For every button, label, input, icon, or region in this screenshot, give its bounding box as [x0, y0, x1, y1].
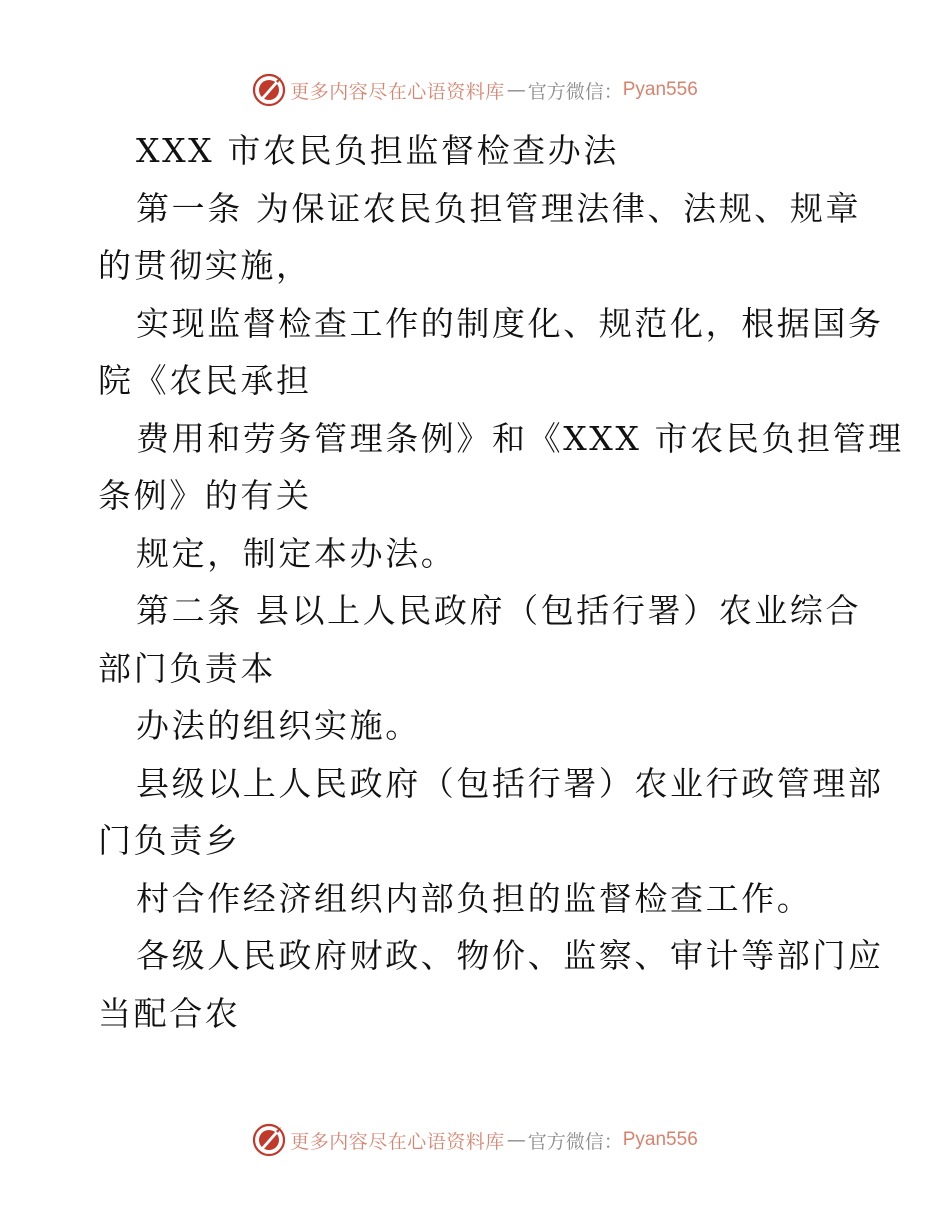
paragraph-line: 实现监督检查工作的制度化、规范化，根据国务 [136, 303, 884, 343]
paragraph-line: 门负责乡 [98, 821, 241, 860]
paragraph-line: 部门负责本 [98, 648, 276, 688]
paragraph-line: 费用和劳务管理条例》和《XXX 市农民负担管理 [136, 418, 904, 458]
paragraph-line: 各级人民政府财政、物价、监察、审计等部门应 [136, 936, 884, 975]
quill-pen-logo-icon [252, 1123, 286, 1157]
document-title: XXX 市农民负担监督检查办法 [136, 131, 619, 170]
watermark-dash: — [506, 1129, 526, 1151]
paragraph-line: 规定，制定本办法。 [136, 533, 457, 573]
header-watermark [0, 70, 950, 110]
paragraph-line: 院《农民承担 [98, 361, 312, 400]
paragraph-line: 第二条 县以上人民政府（包括行署）农业综合 [136, 591, 862, 630]
paragraph-line: 办法的组织实施。 [136, 706, 421, 745]
document-body [98, 122, 904, 1042]
paragraph-line: 的贯彻实施， [98, 246, 312, 285]
watermark-wechat-id: Pyan556 [622, 1129, 698, 1150]
watermark-wechat-id: Pyan556 [622, 79, 698, 100]
quill-pen-logo-icon [252, 73, 286, 107]
paragraph-line: 条例》的有关 [98, 476, 312, 515]
paragraph-line: 当配合农 [98, 993, 241, 1033]
watermark-site-text: 更多内容尽在心语资料库 [290, 1130, 505, 1153]
watermark-official-label: 官方微信： [527, 1130, 623, 1153]
paragraph-line: 县级以上人民政府（包括行署）农业行政管理部 [136, 763, 884, 803]
watermark-dash: — [506, 79, 526, 101]
watermark-site-text: 更多内容尽在心语资料库 [290, 80, 505, 103]
paragraph-line: 村合作经济组织内部负担的监督检查工作。 [136, 878, 813, 918]
watermark-official-label: 官方微信： [527, 80, 623, 103]
footer-watermark [0, 1120, 950, 1160]
paragraph-line: 第一条 为保证农民负担管理法律、法规、规章 [136, 188, 862, 228]
